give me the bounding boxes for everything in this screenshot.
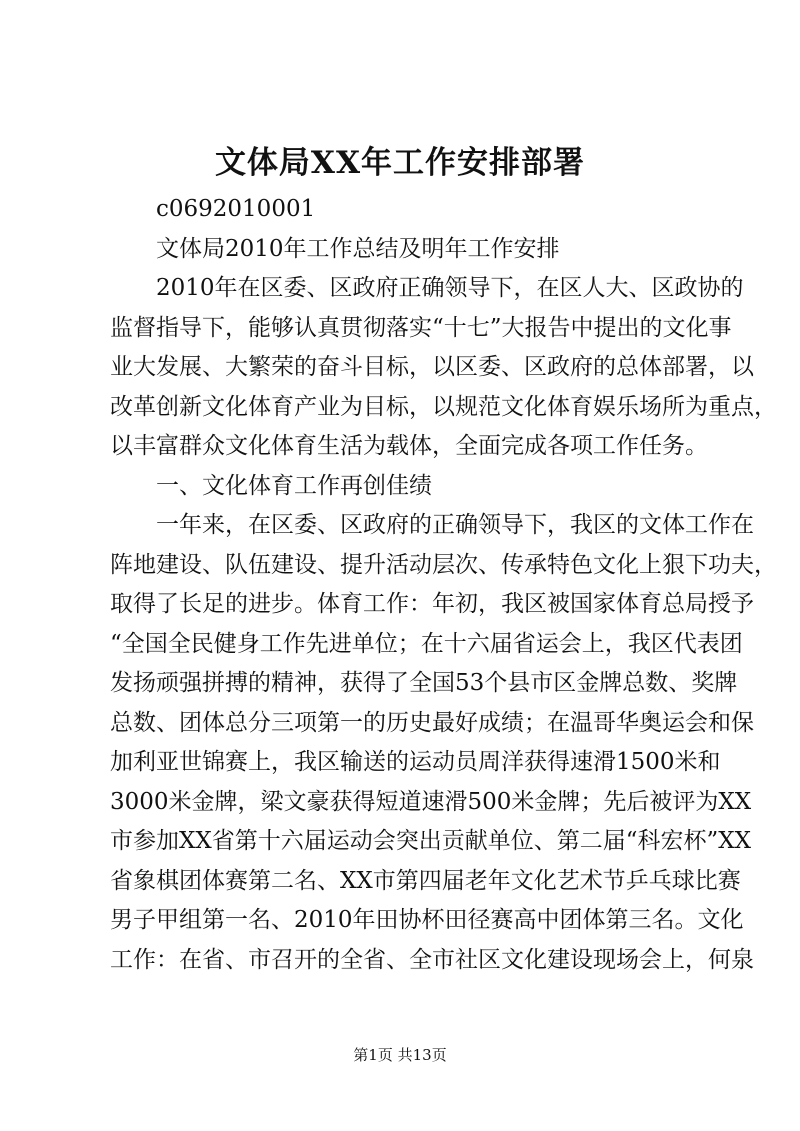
paragraph-line: 省象棋团体赛第二名、XX市第四届老年文化艺术节乒乓球比赛 — [110, 867, 741, 894]
paragraph-line: 2010年在区委、区政府正确领导下，在区人大、区政协的 — [156, 275, 744, 301]
paragraph-line: 加利亚世锦赛上，我区输送的运动员周洋获得速滑1500米和 — [110, 749, 721, 775]
section-paragraph — [110, 506, 777, 980]
paragraph-line: 总数、团体总分三项第一的历史最好成绩；在温哥华奥运会和保 — [110, 709, 754, 736]
paragraph-line: 改革创新文化体育产业为目标，以规范文化体育娱乐场所为重点， — [110, 393, 777, 420]
document-title: 文体局XX年工作安排部署 — [214, 145, 586, 181]
paragraph-line: 取得了长足的进步。体育工作：年初，我区被国家体育总局授予 — [110, 591, 754, 617]
paragraph-line: 一年来，在区委、区政府的正确领导下，我区的文体工作在 — [156, 512, 754, 538]
document-body — [110, 190, 777, 980]
document-code: c0692010001 — [156, 196, 316, 222]
paragraph-line: 市参加XX省第十六届运动会突出贡献单位、第二届“科宏杯”XX — [110, 828, 752, 854]
paragraph-line: “全国全民健身工作先进单位；在十六届省运会上，我区代表团 — [110, 630, 743, 657]
paragraph-line: 监督指导下，能够认真贯彻落实“十七”大报告中提出的文化事 — [110, 314, 732, 341]
intro-paragraph — [110, 269, 777, 467]
paragraph-line: 业大发展、大繁荣的奋斗目标，以区委、区政府的总体部署，以 — [110, 354, 754, 380]
section-heading: 一、文化体育工作再创佳绩 — [156, 472, 432, 499]
paragraph-line: 工作：在省、市召开的全省、全市社区文化建设现场会上，何泉 — [110, 946, 754, 973]
paragraph-line: 男子甲组第一名、2010年田协杯田径赛高中团体第三名。文化 — [110, 907, 744, 933]
document-subtitle: 文体局2010年工作总结及明年工作安排 — [156, 235, 560, 262]
paragraph-line: 以丰富群众文化体育生活为载体，全面完成各项工作任务。 — [110, 433, 708, 459]
paragraph-line: 阵地建设、队伍建设、提升活动层次、传承特色文化上狠下功夫， — [110, 551, 777, 578]
paragraph-line: 发扬顽强拼搏的精神，获得了全国53个县市区金牌总数、奖牌 — [110, 670, 738, 696]
page-number-footer: 第1页 共13页 — [353, 1046, 447, 1064]
paragraph-line: 3000米金牌，梁文豪获得短道速滑500米金牌；先后被评为XX — [110, 788, 752, 815]
